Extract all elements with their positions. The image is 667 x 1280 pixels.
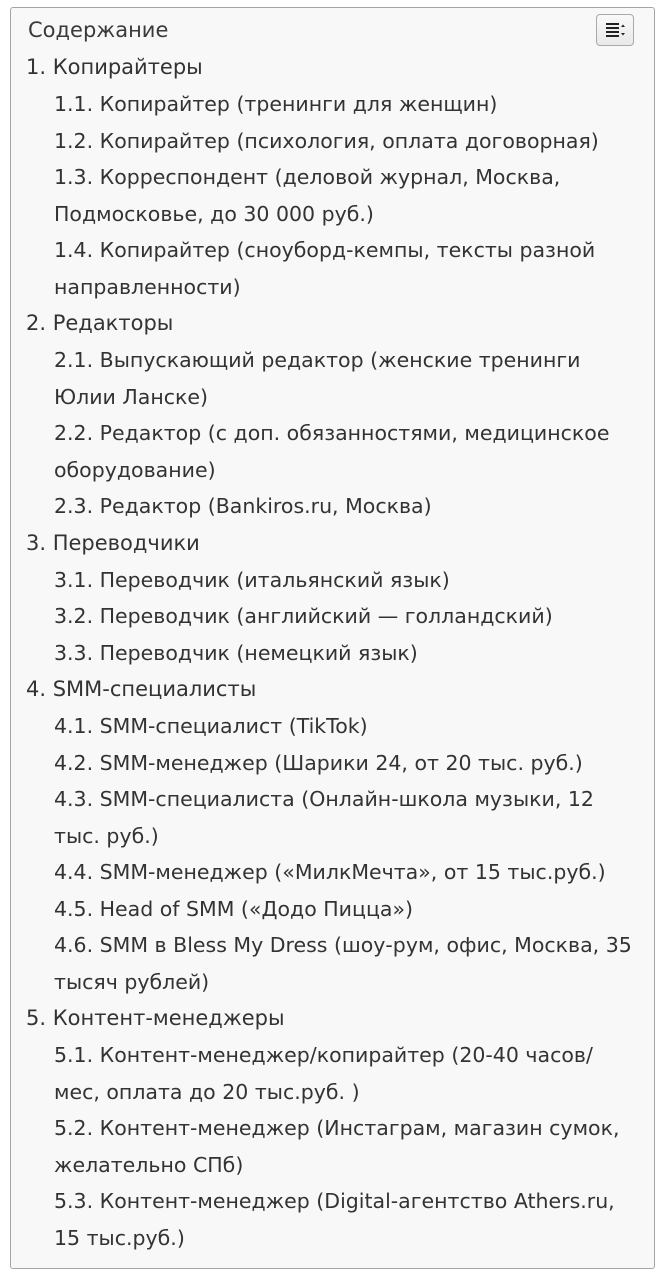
toc-subsection-list bbox=[26, 562, 636, 672]
toc-subsection-link[interactable]: 3.3. Переводчик (немецкий язык) bbox=[54, 640, 418, 665]
toc-subsection-link[interactable]: 4.2. SMM-менеджер (Шарики 24, от 20 тыс. руб.) bbox=[54, 750, 583, 775]
toc-subsection-link[interactable]: 3.1. Переводчик (итальянский язык) bbox=[54, 567, 450, 592]
list-toggle-icon bbox=[606, 22, 626, 38]
toc-subsection bbox=[54, 635, 636, 672]
toc-subsection-link[interactable]: 5.1. Контент-менеджер/копирайтер (20-40 часов/мес, оплата до 20 тыс.руб. ) bbox=[54, 1043, 593, 1104]
toc-subsection bbox=[54, 123, 636, 160]
toc-subsection bbox=[54, 891, 636, 928]
toc-subsection-link[interactable]: 2.1. Выпускающий редактор (женские тренинги Юлии Ланске) bbox=[54, 348, 581, 409]
toc-subsection-list bbox=[26, 342, 636, 525]
toc-subsection bbox=[54, 159, 636, 232]
table-of-contents bbox=[10, 7, 655, 1269]
toc-toggle-button[interactable] bbox=[596, 14, 634, 46]
toc-subsection-link[interactable]: 5.3. Контент-менеджер (Digital-агентство Athers.ru, 15 тыс.руб.) bbox=[54, 1189, 615, 1250]
toc-subsection-link[interactable]: 1.4. Копирайтер (сноуборд-кемпы, тексты разной направленности) bbox=[54, 238, 596, 299]
toc-title: Содержание bbox=[28, 18, 169, 42]
toc-section bbox=[26, 525, 636, 672]
toc-subsection-link[interactable]: 2.3. Редактор (Bankiros.ru, Москва) bbox=[54, 494, 432, 518]
toc-subsection-link[interactable]: 2.2. Редактор (с доп. обязанностями, медицинское оборудование) bbox=[54, 421, 610, 482]
toc-subsection-link[interactable]: 1.2. Копирайтер (психология, оплата договорная) bbox=[54, 128, 599, 153]
toc-section-link[interactable]: 1. Копирайтеры bbox=[26, 55, 203, 79]
toc-subsection-list bbox=[26, 86, 636, 305]
toc-subsection-link[interactable]: 4.1. SMM-специалист (TikTok) bbox=[54, 714, 368, 738]
toc-subsection bbox=[54, 86, 636, 123]
toc-subsection bbox=[54, 781, 636, 854]
toc-subsection-link[interactable]: 1.1. Копирайтер (тренинги для женщин) bbox=[54, 92, 498, 116]
toc-subsection bbox=[54, 854, 636, 891]
toc-subsection bbox=[54, 598, 636, 635]
toc-subsection bbox=[54, 488, 636, 525]
toc-subsection bbox=[54, 927, 636, 1000]
toc-subsection-link[interactable]: 1.3. Корреспондент (деловой журнал, Москва, Подмосковье, до 30 000 руб.) bbox=[54, 165, 561, 226]
toc-subsection bbox=[54, 745, 636, 782]
toc-subsection-link[interactable]: 5.2. Контент-менеджер (Инстаграм, магазин сумок, желательно СПб) bbox=[54, 1116, 620, 1177]
toc-section-link[interactable]: 5. Контент-менеджеры bbox=[26, 1006, 285, 1030]
toc-subsection-link[interactable]: 3.2. Переводчик (английский — голландский) bbox=[54, 604, 553, 628]
toc-subsection-link[interactable]: 4.5. Head of SMM («Додо Пицца») bbox=[54, 896, 414, 921]
toc-subsection bbox=[54, 562, 636, 599]
toc-subsection-link[interactable]: 4.6. SMM в Bless My Dress (шоу-рум, офис, Москва, 35 тысяч рублей) bbox=[54, 933, 632, 994]
toc-subsection bbox=[54, 232, 636, 305]
toc-subsection bbox=[54, 415, 636, 488]
toc-section-link[interactable]: 2. Редакторы bbox=[26, 311, 174, 335]
toc-subsection-link[interactable]: 4.3. SMM-специалиста (Онлайн-школа музыки, 12 тыс. руб.) bbox=[54, 787, 594, 848]
toc-section bbox=[26, 671, 636, 1000]
toc-subsection bbox=[54, 708, 636, 745]
toc-section bbox=[26, 49, 636, 305]
toc-section-link[interactable]: 4. SMM-специалисты bbox=[26, 677, 257, 701]
toc-list bbox=[26, 49, 636, 1256]
toc-subsection bbox=[54, 1037, 636, 1110]
toc-section-link[interactable]: 3. Переводчики bbox=[26, 530, 200, 555]
toc-subsection bbox=[54, 1110, 636, 1183]
toc-subsection bbox=[54, 342, 636, 415]
toc-section bbox=[26, 305, 636, 525]
toc-subsection-link[interactable]: 4.4. SMM-менеджер («МилкМечта», от 15 тыс.руб.) bbox=[54, 860, 606, 884]
toc-subsection-list bbox=[26, 1037, 636, 1256]
toc-section bbox=[26, 1000, 636, 1256]
toc-subsection bbox=[54, 1183, 636, 1256]
toc-subsection-list bbox=[26, 708, 636, 1000]
